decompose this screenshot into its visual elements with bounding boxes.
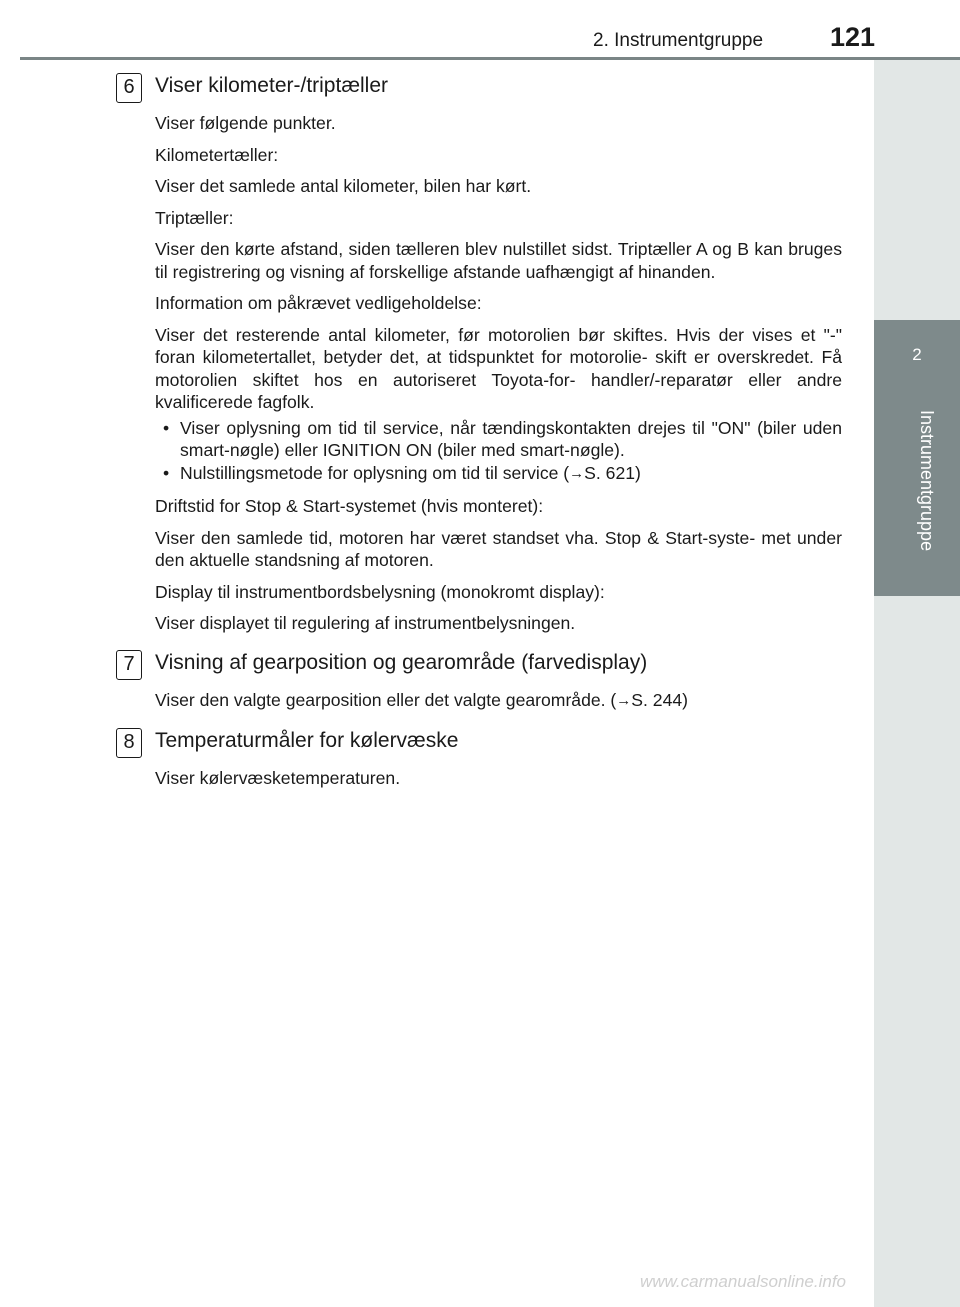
item-heading <box>112 725 842 761</box>
watermark: www.carmanualsonline.info <box>640 1272 846 1291</box>
arrow-right-icon: → <box>616 691 632 709</box>
item-heading <box>112 647 842 683</box>
paragraph: Viser følgende punkter. <box>155 113 336 133</box>
paragraph: Viser det resterende antal kilometer, før motorolien bør skiftes. Hvis der vises et "-" foran kilometertallet, betyder det, at tidspunktet for motorolie- skift er overskredet. Få motorolien skiftet hos en autoriseret Toyota-for- handler/-reparatør eller andre kvalificerede fagfolk. <box>155 324 842 412</box>
item-title: Viser kilometer-/triptæller <box>155 74 388 97</box>
paragraph <box>155 689 842 714</box>
chapter-number: 2 <box>912 345 922 364</box>
item-section-6 <box>112 70 842 635</box>
paragraph: Viser det samlede antal kilometer, bilen har kørt. <box>155 176 532 196</box>
subheading: Display til instrumentbordsbelysning (monokromt display): <box>155 581 605 602</box>
page-header <box>0 0 960 60</box>
paragraph-text: Viser den valgte gearposition eller det valgte gearområde. ( <box>155 689 617 710</box>
paragraph: Viser kølervæsketemperaturen. <box>155 768 401 788</box>
item-section-7 <box>112 647 842 714</box>
item-section-8 <box>112 725 842 790</box>
subheading: Triptæller: <box>155 207 234 228</box>
bullet-list <box>163 417 842 487</box>
page-number: 121 <box>830 22 876 52</box>
bullet-item: • Viser oplysning om tid til service, når tændingskontakten drejes til "ON" (biler uden smart-nøgle) eller IGNITION ON (biler med smart-nøgle). <box>163 417 842 462</box>
paragraph: Viser displayet til regulering af instrumentbelysningen. <box>155 613 576 633</box>
item-title: Temperaturmåler for kølervæske <box>155 729 459 752</box>
item-number-badge: 6 <box>116 73 142 103</box>
item-number-badge: 7 <box>116 650 142 680</box>
subheading: Kilometertæller: <box>155 144 279 165</box>
section-title: 2. Instrumentgruppe <box>593 30 764 51</box>
item-number-badge: 8 <box>116 728 142 758</box>
paragraph: Viser den kørte afstand, siden tælleren blev nulstillet sidst. Triptæller A og B kan bruges til registrering og visning af forskellige afstande uafhængigt af hinanden. <box>155 239 842 282</box>
subheading: Information om påkrævet vedligeholdelse: <box>155 293 482 313</box>
arrow-right-icon: → <box>569 464 585 482</box>
side-tab-upper <box>874 60 960 320</box>
subheading: Driftstid for Stop & Start-systemet (hvis monteret): <box>155 496 544 516</box>
bullet-item <box>163 462 842 487</box>
item-heading <box>112 70 842 106</box>
page-reference: S. 244) <box>631 689 689 710</box>
item-title: Visning af gearposition og gearområde (farvedisplay) <box>155 650 648 674</box>
bullet-text: Nulstillingsmetode for oplysning om tid til service ( <box>180 462 570 483</box>
chapter-side-tab <box>874 0 960 1307</box>
header-rule <box>20 57 960 60</box>
chapter-label: Instrumentgruppe <box>917 410 937 552</box>
paragraph: Viser den samlede tid, motoren har været standset vha. Stop & Start-syste- met under den aktuelle standsning af motoren. <box>155 527 842 570</box>
side-tab-lower <box>874 596 960 1307</box>
page-content <box>112 70 842 799</box>
page-reference: S. 621) <box>584 462 641 483</box>
